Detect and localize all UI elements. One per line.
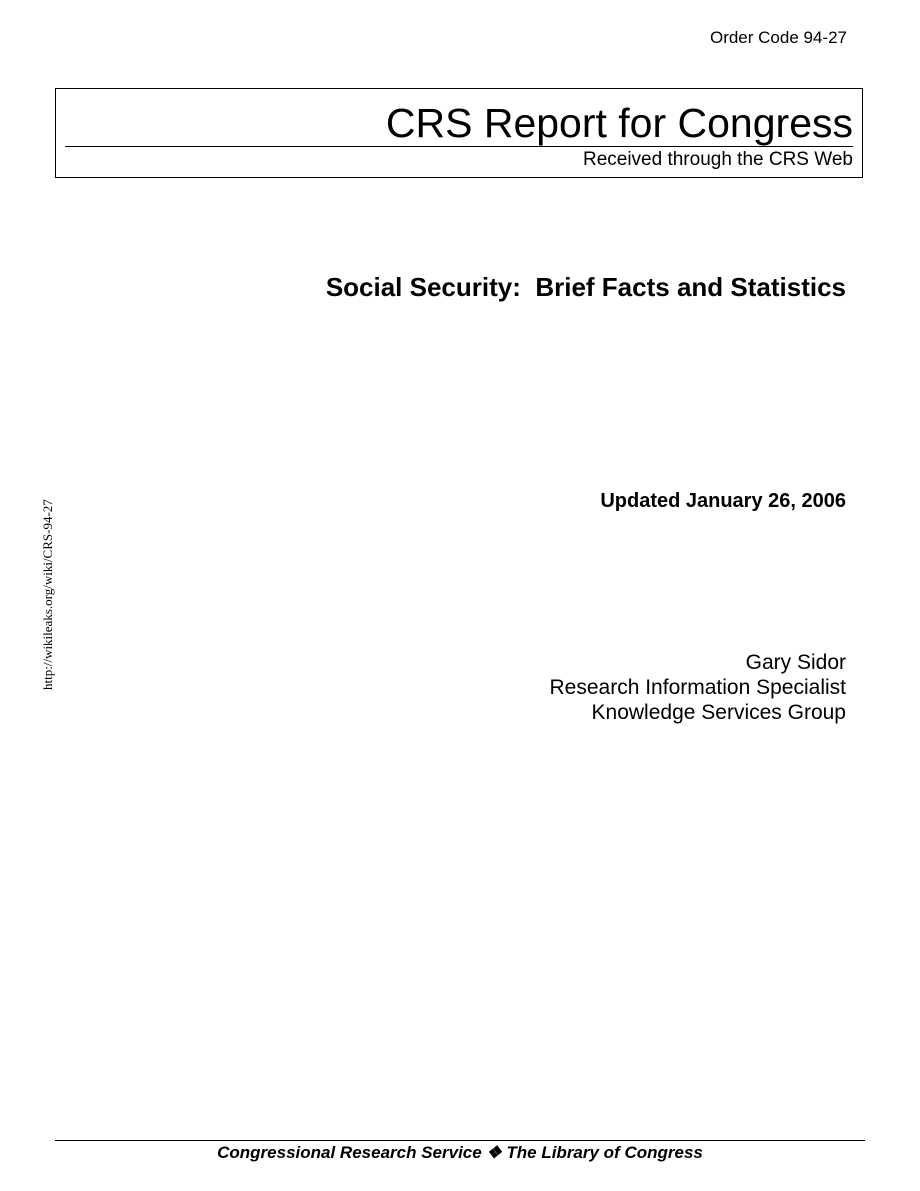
author-group: Knowledge Services Group xyxy=(591,701,846,724)
author-position: Research Information Specialist xyxy=(549,676,846,699)
document-title: Social Security: Brief Facts and Statistics xyxy=(325,272,846,302)
side-url-watermark: http://wikileaks.org/wiki/CRS-94-27 xyxy=(40,499,55,690)
report-title: CRS Report for Congress xyxy=(385,100,853,146)
report-header-box xyxy=(55,88,863,178)
order-code: Order Code 94-27 xyxy=(709,28,847,47)
author-name: Gary Sidor xyxy=(745,651,846,674)
footer-divider xyxy=(55,1140,865,1141)
report-title-divider xyxy=(65,146,853,147)
updated-date: Updated January 26, 2006 xyxy=(600,490,846,512)
report-subtitle: Received through the CRS Web xyxy=(582,149,853,170)
author-block xyxy=(550,650,846,725)
footer-text: Congressional Research Service ❖ The Library of Congress xyxy=(217,1143,703,1162)
